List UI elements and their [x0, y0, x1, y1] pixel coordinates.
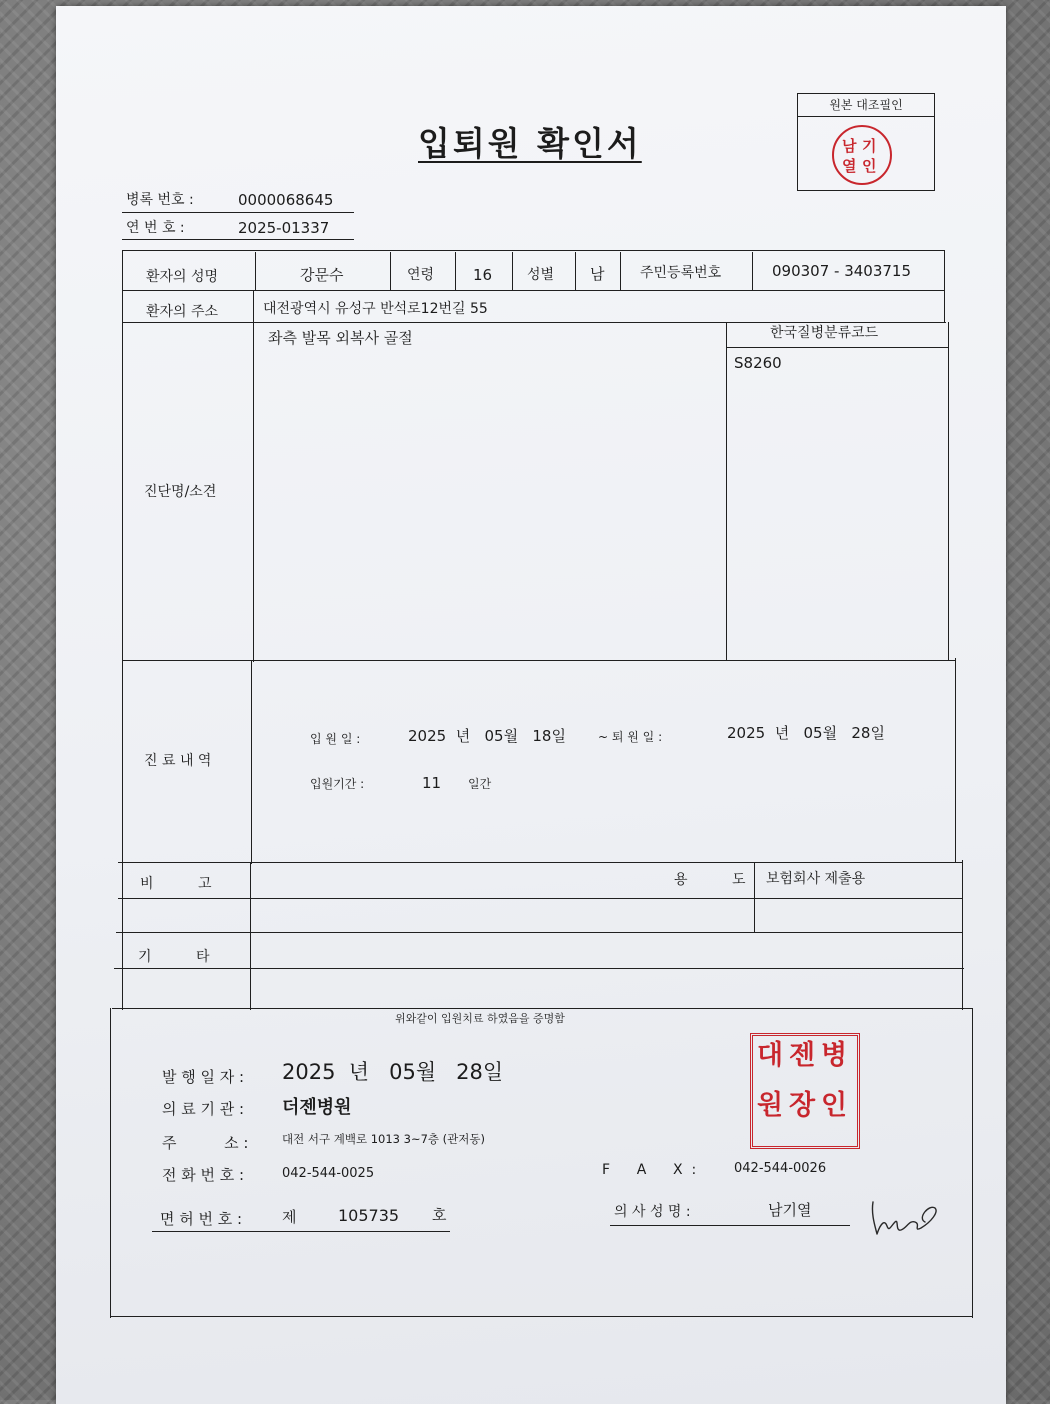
etc-label: 기 타: [138, 949, 210, 965]
phone-label: 전 화 번 호 :: [162, 1166, 245, 1184]
doctor-name: 남기열: [768, 1201, 812, 1219]
hospital-seal: 대 젠 병 원 장 인: [750, 1033, 860, 1149]
age-label: 연령: [407, 267, 435, 283]
doctor-label: 의 사 성 명 :: [614, 1204, 691, 1220]
treatment-label: 진 료 내 역: [144, 753, 212, 769]
diagnosis-label: 진단명/소견: [144, 484, 217, 500]
address-label: 환자의 주소: [146, 304, 219, 320]
purpose-value: 보험회사 제출용: [766, 871, 866, 887]
period-label: 입원기간 :: [310, 777, 365, 791]
discharge-date: 2025 년 05월 28일: [727, 724, 885, 742]
rrn-label: 주민등록번호: [640, 265, 722, 281]
kcd-label: 한국질병분류코드: [770, 325, 879, 341]
purpose-label: 용 도: [674, 872, 746, 888]
patient-address: 대전광역시 유성구 반석로12번길 55: [263, 301, 488, 317]
issue-date: 2025 년 05월 28일: [282, 1060, 504, 1084]
certify-text: 위와같이 입원치료 하였음을 증명함: [395, 1012, 565, 1025]
admit-date: 2025 년 05월 18일: [408, 727, 566, 745]
patient-name: 강문수: [300, 266, 344, 284]
diagnosis-text: 좌측 발목 외복사 골절: [268, 329, 413, 347]
document-title: 입퇴원 확인서: [418, 124, 642, 163]
patient-sex: 남: [590, 265, 605, 283]
doctor-round-seal: 남 기 열 인: [832, 125, 892, 185]
serial-number: 2025-01337: [238, 219, 330, 237]
serial-number-label: 연 번 호 :: [126, 220, 185, 236]
original-verification-label: 원본 대조필인: [798, 94, 934, 117]
license-number: 105735: [338, 1206, 400, 1225]
issuer-address-label: 주 소 :: [162, 1134, 249, 1152]
certificate-paper: [56, 6, 1006, 1404]
kcd-code: S8260: [734, 354, 782, 372]
issue-date-label: 발 행 일 자 :: [162, 1068, 245, 1086]
remarks-label: 비 고: [140, 876, 212, 892]
record-number-label: 병록 번호 :: [126, 192, 194, 208]
institution-name: 더젠병원: [282, 1097, 352, 1118]
admit-label: 입 원 일 :: [310, 732, 361, 746]
fax-label: F A X :: [602, 1162, 697, 1178]
license-label: 면 허 번 호 :: [160, 1210, 243, 1228]
phone-number: 042-544-0025: [282, 1166, 375, 1181]
issuer-address: 대전 서구 계백로 1013 3~7층 (관저동): [282, 1132, 485, 1146]
period-unit: 일간: [468, 777, 492, 791]
sex-label: 성별: [527, 267, 555, 283]
discharge-label: ~ 퇴 원 일 :: [598, 730, 663, 744]
patient-age: 16: [473, 266, 493, 284]
fax-number: 042-544-0026: [734, 1161, 827, 1176]
patient-rrn: 090307 - 3403715: [772, 262, 912, 280]
patient-name-label: 환자의 성명: [146, 269, 219, 285]
record-number: 0000068645: [238, 191, 334, 209]
period-days: 11: [422, 774, 442, 792]
institution-label: 의 료 기 관 :: [162, 1100, 245, 1118]
license-prefix: 제: [282, 1208, 297, 1226]
doctor-signature: [865, 1196, 945, 1242]
license-suffix: 호: [432, 1206, 447, 1224]
